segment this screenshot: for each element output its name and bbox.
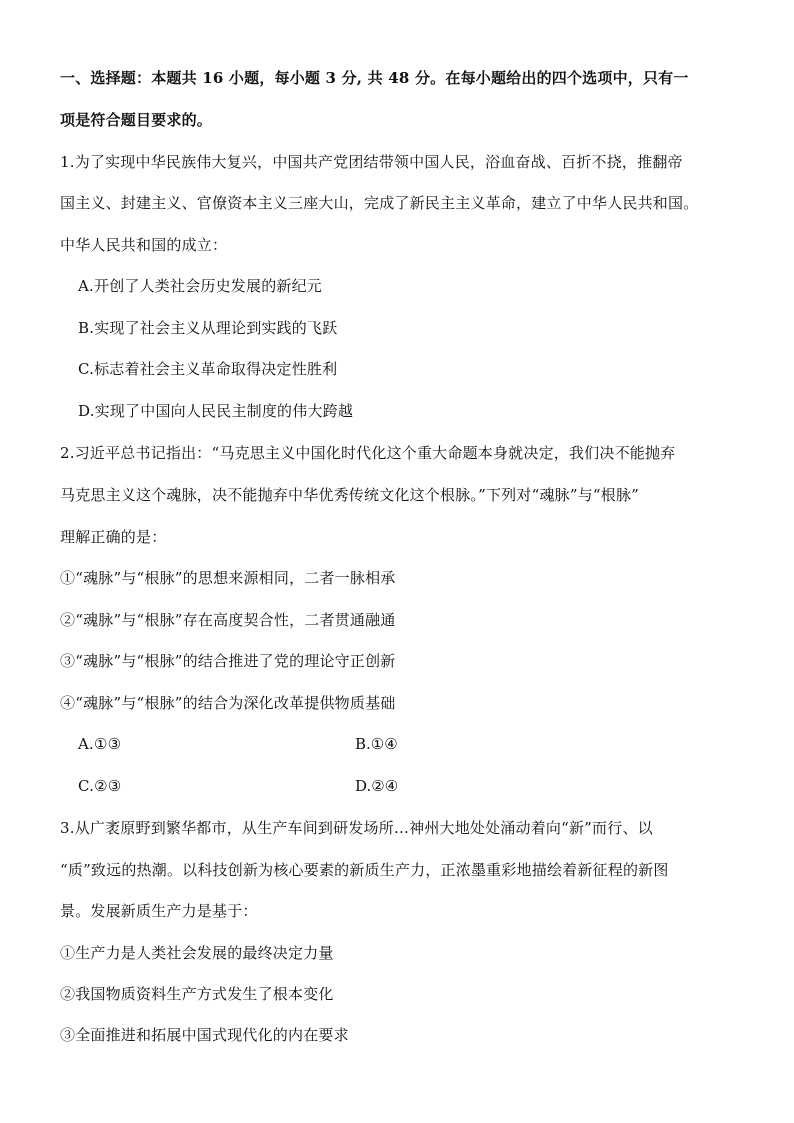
question-3-statement-2: ②我国物质资料生产方式发生了根本变化 <box>60 985 334 1003</box>
question-1-option-a[interactable]: A.开创了人类社会历史发展的新纪元 <box>78 277 323 295</box>
question-1-stem-line-2: 国主义、封建主义、官僚资本主义三座大山，完成了新民主主义革命，建立了中华人民共和国。 <box>60 194 699 212</box>
question-1-stem-line-3: 中华人民共和国的成立： <box>60 236 228 254</box>
question-3-statement-3: ③全面推进和拓展中国式现代化的内在要求 <box>60 1026 349 1044</box>
question-3-statement-1: ①生产力是人类社会发展的最终决定力量 <box>60 944 334 962</box>
question-1-option-b[interactable]: B.实现了社会主义从理论到实践的飞跃 <box>78 319 338 337</box>
question-3-stem-line-1: 3.从广袤原野到繁华都市，从生产车间到研发场所…神州大地处处涌动着向“新”而行、以 <box>60 819 653 837</box>
question-2-option-c[interactable]: C.②③ <box>78 777 122 795</box>
question-2-stem-line-1: 2.习近平总书记指出：“马克思主义中国化时代化这个重大命题本身就决定，我们决不能抛弃 <box>60 444 676 462</box>
question-2-statement-4: ④“魂脉”与“根脉”的结合为深化改革提供物质基础 <box>60 694 396 712</box>
question-1-option-d[interactable]: D.实现了中国向人民民主制度的伟大跨越 <box>78 402 354 420</box>
section-heading-line-2: 项是符合题目要求的。 <box>60 111 213 129</box>
question-2-stem-line-3: 理解正确的是： <box>60 528 167 546</box>
question-3-stem-line-3: 景。发展新质生产力是基于： <box>60 902 258 920</box>
question-2-stem-line-2: 马克思主义这个魂脉，决不能抛弃中华优秀传统文化这个根脉。”下列对“魂脉”与“根脉” <box>60 486 640 504</box>
section-heading-line-1: 一、选择题：本题共 16 小题，每小题 3 分, 共 48 分。在每小题给出的四个选项中，只有一 <box>60 69 689 87</box>
question-2-statement-3: ③“魂脉”与“根脉”的结合推进了党的理论守正创新 <box>60 652 396 670</box>
question-3-stem-line-2: “质”致远的热潮。以科技创新为核心要素的新质生产力，正浓墨重彩地描绘着新征程的新图 <box>60 861 669 879</box>
question-2-option-b[interactable]: B.①④ <box>355 735 398 753</box>
question-2-statement-2: ②“魂脉”与“根脉”存在高度契合性，二者贯通融通 <box>60 611 396 629</box>
question-1-stem-line-1: 1.为了实现中华民族伟大复兴，中国共产党团结带领中国人民，浴血奋战、百折不挠，推翻帝 <box>60 153 683 171</box>
question-2-statement-1: ①“魂脉”与“根脉”的思想来源相同，二者一脉相承 <box>60 569 396 587</box>
question-1-option-c[interactable]: C.标志着社会主义革命取得决定性胜利 <box>78 360 338 378</box>
question-2-option-d[interactable]: D.②④ <box>355 777 399 795</box>
question-2-option-a[interactable]: A.①③ <box>78 735 122 753</box>
